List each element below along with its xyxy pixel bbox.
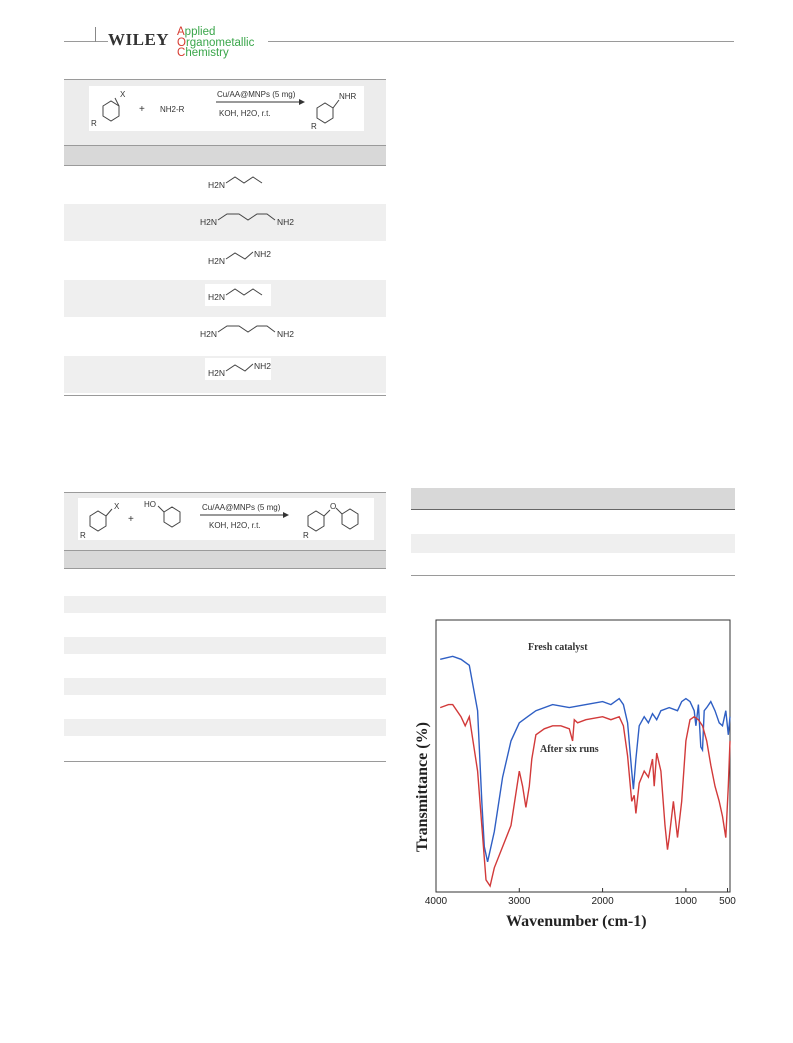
- ether-product-ring-2: [342, 509, 358, 529]
- header-rule-left: [64, 41, 108, 42]
- journal-line-1: Applied: [177, 26, 216, 38]
- amine-structures: [195, 166, 315, 396]
- series-after-six-runs: [440, 705, 730, 886]
- plus-sign: +: [139, 104, 145, 115]
- svg-text:NH2: NH2: [277, 329, 295, 339]
- ether-aryl-halide-ring: [90, 511, 106, 531]
- amination-top-rule: [64, 79, 386, 80]
- x-tick-label: 1000: [674, 896, 697, 907]
- svg-text:H2N: H2N: [208, 292, 226, 302]
- catalyst-label: Cu/AA@MNPs (5 mg): [217, 90, 296, 99]
- journal-line-2: Organometallic: [177, 36, 255, 49]
- ether-oxygen-label: O: [330, 502, 337, 511]
- x-axis-ticks: [425, 888, 736, 907]
- phenol-ring: [164, 507, 180, 527]
- amination-scheme: [89, 86, 364, 131]
- ether-row-band-4: [64, 637, 386, 654]
- ether-plus-sign: +: [128, 514, 134, 525]
- amination-scheme-drawing: [89, 86, 364, 131]
- amine-row-4: [205, 284, 271, 306]
- x-tick-label: 4000: [424, 896, 448, 907]
- substituent-label: R: [91, 119, 97, 128]
- legend-after-six-runs: After six runs: [540, 744, 599, 755]
- ir-chart: [410, 620, 734, 940]
- ether-row-band-6: [64, 678, 386, 695]
- svg-text:H2N: H2N: [208, 368, 226, 378]
- amination-header-rule-top: [64, 145, 386, 146]
- header-vertical-tick: [95, 27, 96, 42]
- svg-text:H2N: H2N: [200, 217, 218, 227]
- ether-scheme: [78, 498, 374, 540]
- ether-header-rule-top: [64, 550, 386, 551]
- amine-row-2: [200, 214, 294, 227]
- product-ring: [317, 103, 333, 123]
- ether-product-ring-1: [308, 511, 324, 531]
- arrow-head-icon: [299, 99, 305, 105]
- right-table-row-band: [411, 534, 735, 553]
- x-tick-label: 2000: [591, 896, 614, 907]
- journal-line-3: Chemistry: [177, 47, 229, 59]
- svg-text:H2N: H2N: [208, 256, 226, 266]
- halide-label: X: [120, 90, 126, 99]
- ether-catalyst-label: Cu/AA@MNPs (5 mg): [202, 503, 281, 512]
- svg-text:NH2: NH2: [254, 361, 272, 371]
- amine-reagent: NH2-R: [160, 105, 185, 114]
- amine-row-1: [205, 172, 271, 194]
- x-tick-label: 500: [719, 896, 736, 907]
- amine-row-5: [200, 326, 294, 339]
- amination-column-header: [64, 145, 386, 165]
- right-table-header: [411, 488, 735, 509]
- y-axis-label: Transmittance (%): [414, 722, 431, 852]
- ether-column-header: [64, 550, 386, 568]
- series-fresh-catalyst: [440, 656, 730, 862]
- publisher-logo: WILEY: [108, 30, 170, 49]
- ether-product-substituent-label: R: [303, 531, 309, 540]
- x-tick-label: 3000: [508, 896, 531, 907]
- amine-row-6: [205, 358, 271, 380]
- product-group-label: NHR: [339, 92, 357, 101]
- svg-text:NH2: NH2: [254, 249, 272, 259]
- right-table-header-rule: [411, 509, 735, 510]
- aryl-halide-ring: [103, 101, 119, 121]
- ether-row-band-2: [64, 596, 386, 613]
- ether-header-rule-bottom: [64, 568, 386, 569]
- ether-arrow-head-icon: [283, 512, 289, 518]
- legend-fresh-catalyst: Fresh catalyst: [528, 642, 588, 653]
- svg-text:H2N: H2N: [200, 329, 218, 339]
- ether-row-band-8: [64, 719, 386, 736]
- ether-scheme-drawing: [78, 498, 374, 540]
- phenol-label: HO: [144, 500, 156, 509]
- ether-top-rule: [64, 492, 386, 493]
- ether-substituent-label: R: [80, 531, 86, 540]
- product-substituent-label: R: [311, 122, 317, 131]
- x-axis-label: Wavenumber (cm-1): [506, 913, 647, 930]
- ether-bottom-rule: [64, 761, 386, 762]
- svg-text:H2N: H2N: [208, 180, 226, 190]
- ether-halide-label: X: [114, 502, 120, 511]
- journal-name: [177, 27, 254, 59]
- ir-series-group: [440, 656, 730, 886]
- header-rule-right: [268, 41, 734, 42]
- amine-row-3: [205, 246, 271, 268]
- ether-conditions-label: KOH, H2O, r.t.: [209, 521, 261, 530]
- conditions-label: KOH, H2O, r.t.: [219, 109, 271, 118]
- right-table-bottom-rule: [411, 575, 735, 576]
- svg-text:NH2: NH2: [277, 217, 295, 227]
